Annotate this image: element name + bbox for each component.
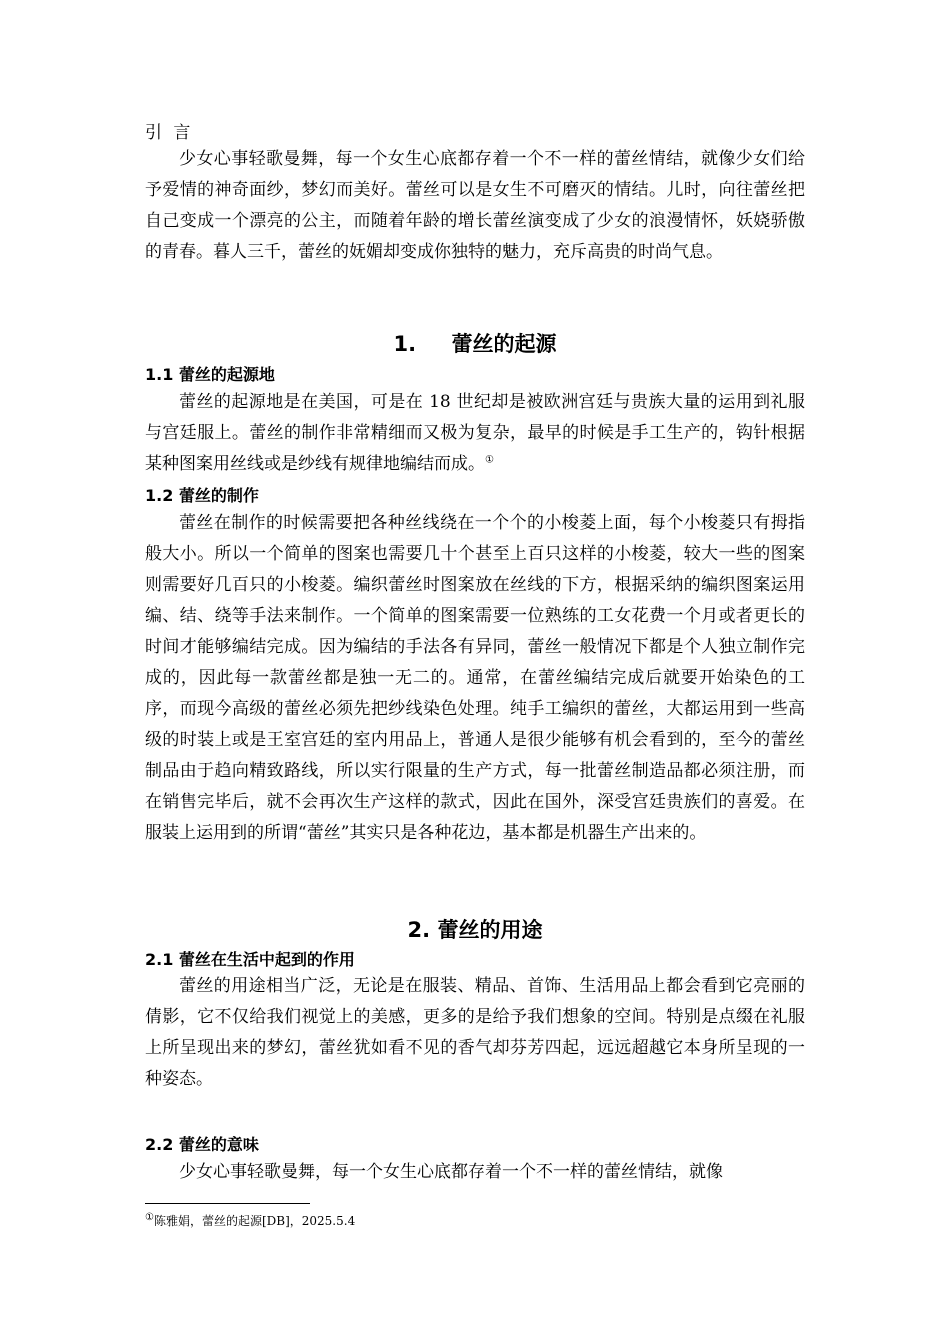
footnote <box>145 1212 355 1229</box>
subsection-1-2-heading: 1.2 蕾丝的制作 <box>145 486 259 505</box>
section-2-heading: 2. 蕾丝的用途 <box>407 918 543 942</box>
subsection-2-1-heading: 2.1 蕾丝在生活中起到的作用 <box>145 950 355 969</box>
subsection-1-2-paragraph: 蕾丝在制作的时候需要把各种丝线绕在一个个的小梭菱上面，每个小梭菱只有拇指般大小。所以一个简单的图案也需要几十个甚至上百只这样的小梭菱，较大一些的图案则需要好几百只的小梭菱。编织蕾丝时图案放在丝线的下方，根据采纳的编织图案运用编、结、绕等手法来制作。一个简单的图案需要一位熟练的工女花费一个月或者更长的时间才能够编结完成。因为编结的手法各有异同，蕾丝一般情况下都是个人独立制作完成的，因此每一款蕾丝都是独一无二的。通常，在蕾丝编结完成后就要开始染色的工序，而现今高级的蕾丝必须先把纱线染色处理。纯手工编织的蕾丝，大都运用到一些高级的时装上或是王室宫廷的室内用品上，普通人是很少能够有机会看到的，至今的蕾丝制品由于趋向精致路线，所以实行限量的生产方式，每一批蕾丝制造品都必须注册，而在销售完毕后，就不会再次生产这样的款式，因此在国外，深受宫廷贵族们的喜爱。在服装上运用到的所谓“蕾丝”其实只是各种花边，基本都是机器生产出来的。 <box>145 513 805 843</box>
footnote-reference: ① <box>485 454 494 466</box>
intro-paragraph: 少女心事轻歌曼舞，每一个女生心底都存着一个不一样的蕾丝情结，就像少女们给予爱情的神奇面纱，梦幻而美好。蕾丝可以是女生不可磨灭的情结。儿时，向往蕾丝把自己变成一个漂亮的公主，而随着年龄的增长蕾丝演变成了少女的浪漫情怀，妖娆骄傲的青春。暮人三千，蕾丝的妩媚却变成你独特的魅力，充斥高贵的时尚气息。 <box>145 149 805 262</box>
section-1-heading <box>145 328 805 358</box>
section-1-number: 1. <box>393 332 417 356</box>
subsection-2-2-paragraph: 少女心事轻歌曼舞，每一个女生心底都存着一个不一样的蕾丝情结，就像 <box>179 1162 723 1182</box>
section-1-title: 蕾丝的起源 <box>451 332 557 356</box>
footnote-text: 陈雅娟，蕾丝的起源[DB]，2025.5.4 <box>153 1214 356 1228</box>
subsection-2-1-paragraph: 蕾丝的用途相当广泛，无论是在服装、精品、首饰、生活用品上都会看到它亮丽的倩影，它不仅给我们视觉上的美感，更多的是给予我们想象的空间。特别是点缀在礼服上所呈现出来的梦幻，蕾丝犹如看不见的香气却芬芳四起，远远超越它本身所呈现的一种姿态。 <box>145 976 805 1089</box>
subsection-2-2-heading: 2.2 蕾丝的意味 <box>145 1135 259 1154</box>
subsection-1-1-text: 蕾丝的起源地是在美国，可是在 18 世纪却是被欧洲宫廷与贵族大量的运用到礼服与宫廷服上。蕾丝的制作非常精细而又极为复杂，最早的时候是手工生产的，钩针根据某种图案用丝线或是纱线有规律地编结而成。 <box>145 392 805 474</box>
subsection-1-1-paragraph <box>145 387 805 480</box>
footnote-marker: ① <box>145 1212 154 1223</box>
subsection-1-1-heading: 1.1 蕾丝的起源地 <box>145 365 275 384</box>
footnote-separator <box>145 1203 310 1204</box>
intro-label: 引 言 <box>145 123 194 143</box>
